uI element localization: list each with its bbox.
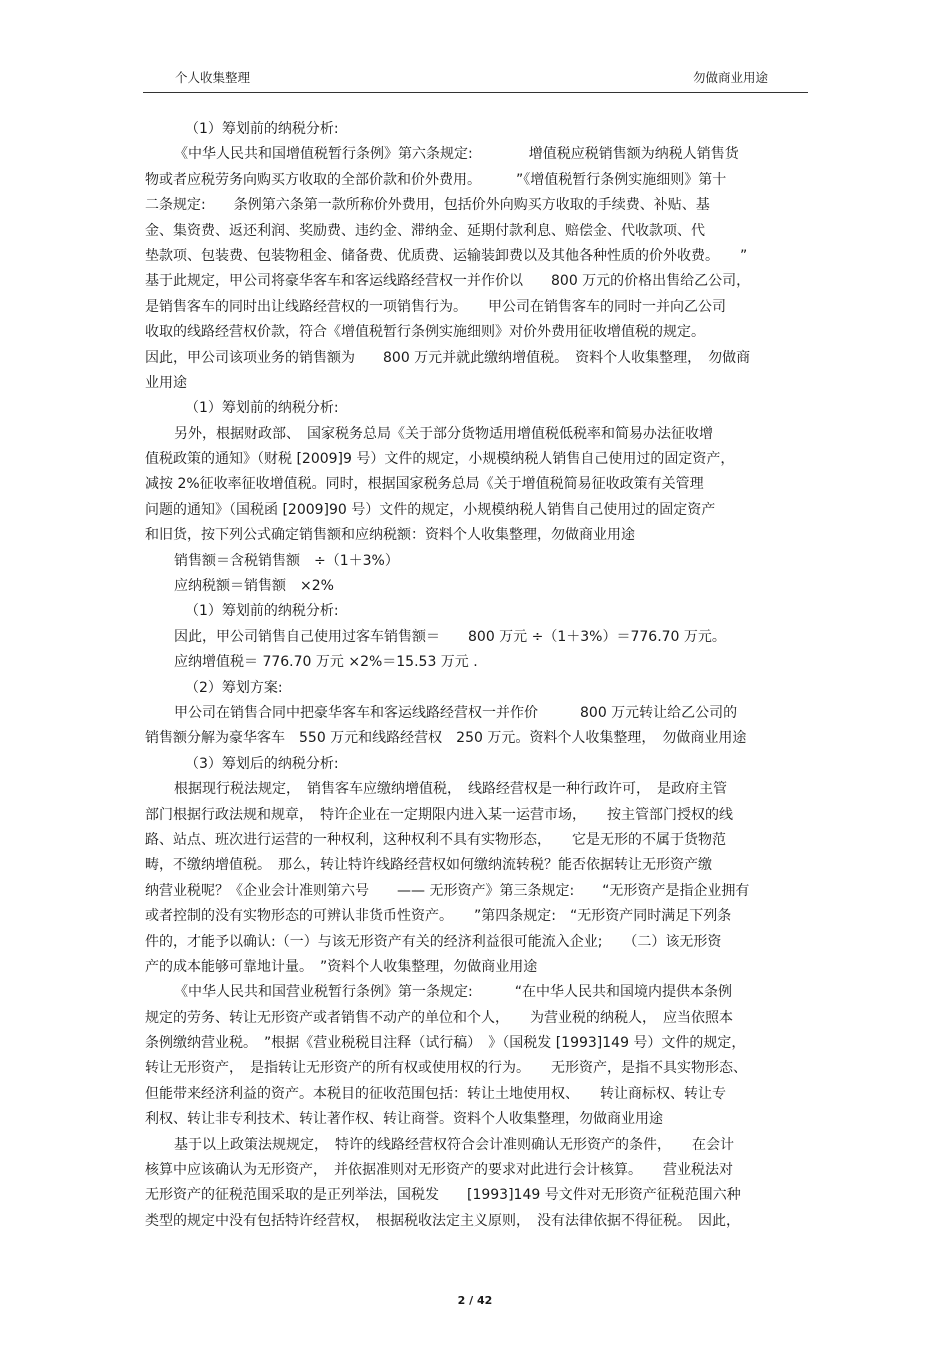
header-left-text: 个人收集整理 [175,70,251,85]
page-number: 2 / 42 [457,1294,493,1307]
text-line: 二条规定: 条例第六条第一款所称价外费用，包括价外向购买方收取的手续费、补贴、基 [145,197,710,214]
text-line: 和旧货，按下列公式确定销售额和应纳税额：资料个人收集整理，勿做商业用途 [145,527,635,544]
text-line: 因此，甲公司该项业务的销售额为 800 万元并就此缴纳增值税。 资料个人收集整理， 勿做商 [145,349,751,366]
document-body [145,117,805,1234]
text-line: 类型的规定中没有包括特许经营权， 根据税收法定主义原则， 没有法律依据不得征税。 因此， [145,1212,740,1229]
text-line: （1）筹划前的纳税分析: [185,400,339,417]
text-line: 收取的线路经营权价款，符合《增值税暂行条例实施细则》对价外费用征收增值税的规定。 [145,324,705,341]
text-line: （2）筹划方案: [185,679,283,696]
text-line: 应纳增值税＝ 776.70 万元 ×2%＝15.53 万元 . [174,654,478,671]
text-line: 件的，才能予以确认:（一）与该无形资产有关的经济利益很可能流入企业; （二）该无形资 [145,933,722,950]
text-line: 是销售客车的同时出让线路经营权的一项销售行为。 甲公司在销售客车的同时一并向乙公司 [145,298,726,315]
text-line: 或者控制的没有实物形态的可辨认非货币性资产。 ”第四条规定: “无形资产同时满足下列条 [145,908,732,925]
text-line: 销售额分解为豪华客车 550 万元和线路经营权 250 万元。资料个人收集整理， 勿做商业用途 [145,730,747,747]
text-line: （3）筹划后的纳税分析: [185,755,339,772]
text-line: 甲公司在销售合同中把豪华客车和客运线路经营权一并作价 800 万元转让给乙公司的 [174,704,738,721]
text-line: 值税政策的通知》（财税 [2009]9 号）文件的规定，小规模纳税人销售自己使用过的固定资产， [145,451,735,468]
text-line: （1）筹划前的纳税分析: [185,121,339,137]
text-line: 部门根据行政法规和规章， 特许企业在一定期限内进入某一运营市场， 按主管部门授权的线 [145,806,733,823]
text-line: 另外，根据财政部、 国家税务总局《关于部分货物适用增值税低税率和简易办法征收增 [174,425,713,442]
text-line: 无形资产的征税范围采取的是正列举法，国税发 [1993]149 号文件对无形资产征税范围六种 [145,1187,741,1204]
text-line: 销售额＝含税销售额 ÷（1＋3%） [174,552,399,569]
text-line: 核算中应该确认为无形资产， 并依据准则对无形资产的要求对此进行会计核算。 营业税法对 [145,1162,733,1179]
text-line: 因此，甲公司销售自己使用过客车销售额＝ 800 万元 ÷（1＋3%）＝776.70 万元。 [174,628,726,645]
text-line: 《中华人民共和国营业税暂行条例》第一条规定: “在中华人民共和国境内提供本条例 [174,984,732,1001]
text-line: 金、集资费、返还利润、奖励费、违约金、滞纳金、延期付款利息、赔偿金、代收款项、代 [145,222,705,239]
text-line: 路、站点、班次进行运营的一种权利，这种权利不具有实物形态， 它是无形的不属于货物范 [145,831,726,848]
text-line: （1）筹划前的纳税分析: [185,603,339,620]
page-header [143,62,808,93]
text-line: 应纳税额＝销售额 ×2% [174,578,334,595]
text-line: 转让无形资产， 是指转让无形资产的所有权或使用权的行为。 无形资产，是指不具实物形态、 [145,1060,747,1077]
text-line: 产的成本能够可靠地计量。 ”资料个人收集整理，勿做商业用途 [145,958,538,975]
text-line: 物或者应税劳务向购买方收取的全部价款和价外费用。 ”《增值税暂行条例实施细则》第十 [145,171,727,188]
text-line: 畴，不缴纳增值税。 那么，转让特许线路经营权如何缴纳流转税？能否依据转让无形资产缴 [145,857,712,874]
text-line: 业用途 [145,374,187,391]
text-line: 垫款项、包装费、包装物租金、储备费、优质费、运输装卸费以及其他各种性质的价外收费。 ” [145,247,748,264]
text-line: 纳营业税呢？《企业会计准则第六号 —— 无形资产》第三条规定: “无形资产是指企业拥有 [145,882,750,899]
text-line: 条例缴纳营业税。 ”根据《营业税税目注释（试行稿） 》（国税发 [1993]149 号）文件的规定， [145,1035,746,1052]
text-line: 但能带来经济利益的资产。本税目的征收范围包括：转让土地使用权、 转让商标权、转让专 [145,1085,726,1102]
text-line: 《中华人民共和国增值税暂行条例》第六条规定: 增值税应税销售额为纳税人销售货 [174,146,739,163]
text-line: 规定的劳务、转让无形资产或者销售不动产的单位和个人， 为营业税的纳税人， 应当依照本 [145,1009,733,1026]
text-line: 基于此规定，甲公司将豪华客车和客运线路经营权一并作价以 800 万元的价格出售给乙公司， [145,273,751,290]
text-line: 基于以上政策法规规定， 特许的线路经营权符合会计准则确认无形资产的条件， 在会计 [174,1136,734,1153]
header-right-text: 勿做商业用途 [692,70,768,85]
text-line: 利权、转让非专利技术、转让著作权、转让商誉。资料个人收集整理，勿做商业用途 [145,1111,663,1128]
text-line: 根据现行税法规定， 销售客车应缴纳增值税， 线路经营权是一种行政许可， 是政府主管 [174,781,727,798]
text-line: 减按 2%征收率征收增值税。同时，根据国家税务总局《关于增值税简易征收政策有关管理 [145,476,704,493]
text-line: 问题的通知》（国税函 [2009]90 号）文件的规定，小规模纳税人销售自己使用过的固定资产 [145,501,716,518]
